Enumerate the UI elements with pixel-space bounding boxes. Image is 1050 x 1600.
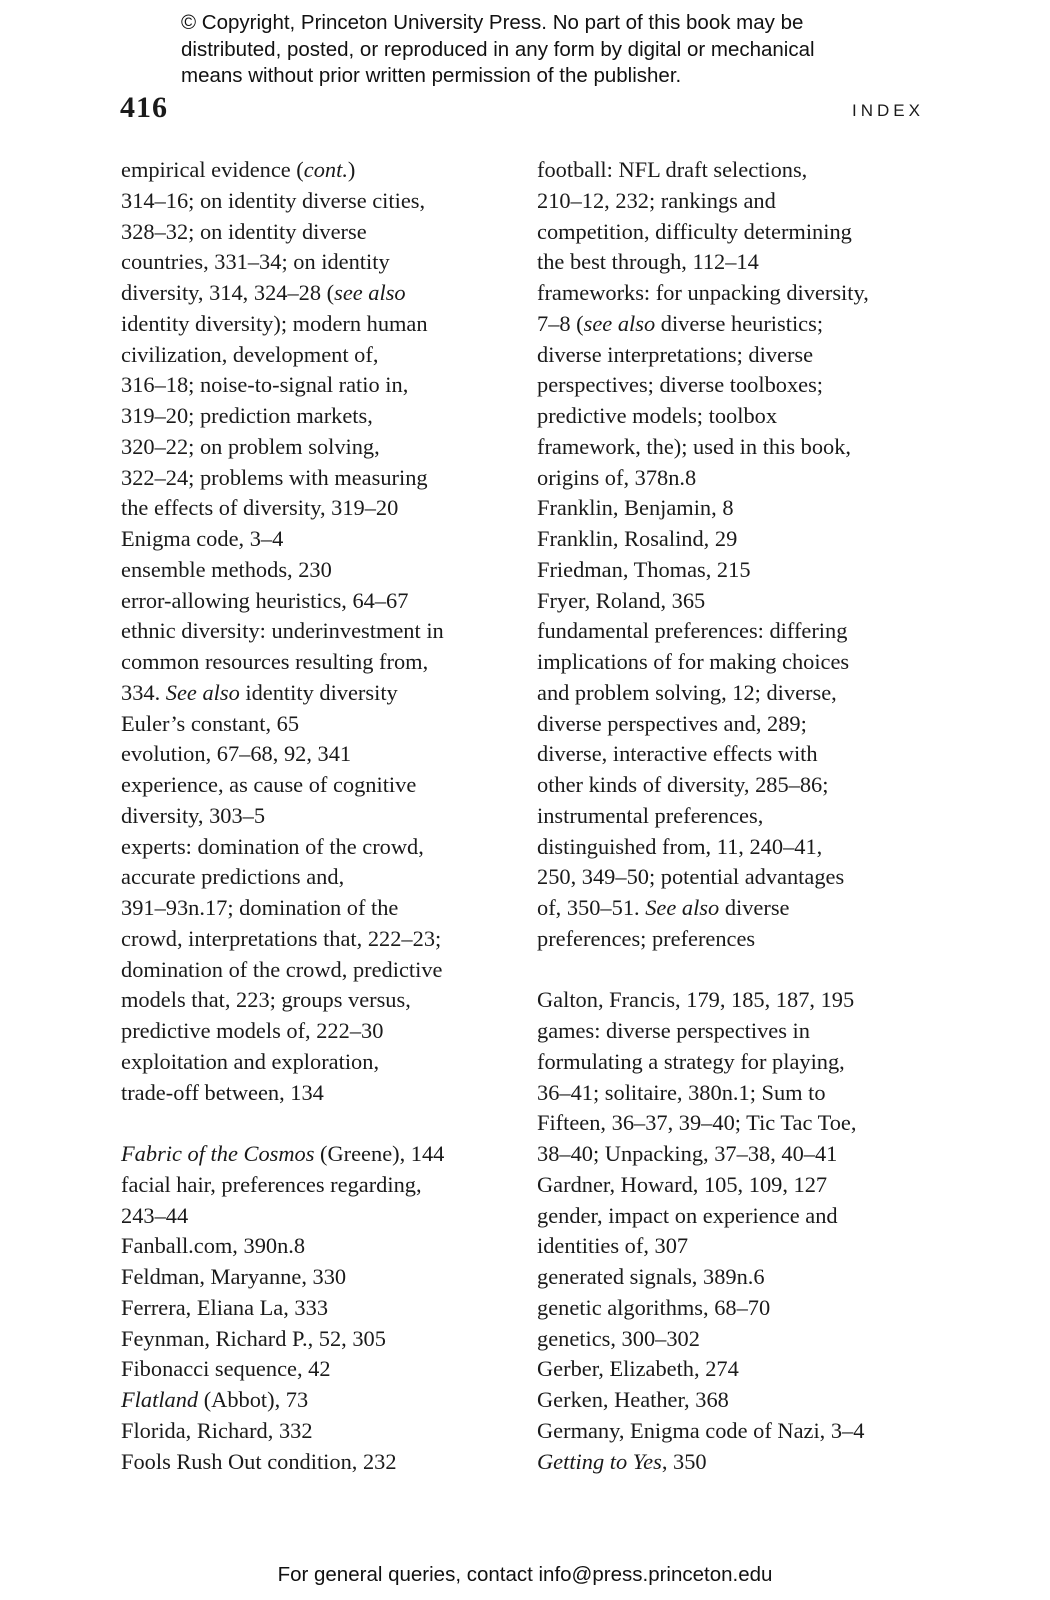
index-entry	[121, 155, 513, 524]
index-entry-line: instrumental preferences,	[537, 802, 764, 828]
index-entry-line: Feynman, Richard P., 52, 305	[121, 1325, 386, 1351]
index-right-column	[537, 155, 937, 1477]
index-entry-line: evolution, 67–68, 92, 341	[121, 741, 352, 767]
running-head: INDEX	[852, 101, 924, 120]
index-entry-line: 243–44	[121, 1202, 189, 1228]
index-entry	[537, 1447, 937, 1478]
index-entry	[121, 1293, 513, 1324]
index-entry-line: genetic algorithms, 68–70	[537, 1294, 771, 1320]
index-entry	[537, 586, 937, 617]
index-entry-line: Germany, Enigma code of Nazi, 3–4	[537, 1417, 865, 1443]
index-entry-line: common resources resulting from,	[121, 649, 429, 674]
index-entry	[537, 985, 937, 1016]
index-entry-line: diversity, 314, 324–28 (see also	[121, 280, 406, 305]
index-entry-line: civilization, development of,	[121, 341, 379, 367]
index-entry-line: trade-off between, 134	[121, 1079, 324, 1105]
index-entry	[121, 1047, 513, 1109]
index-entry	[537, 155, 937, 278]
index-entry-line: diverse perspectives and, 289;	[537, 710, 807, 736]
footer-contact: For general queries, contact info@press.princeton.edu	[277, 1563, 773, 1586]
index-entry-line: Feldman, Maryanne, 330	[121, 1264, 347, 1289]
index-entry-line: domination of the crowd, predictive	[121, 956, 443, 982]
index-entry	[121, 1385, 513, 1416]
index-entry	[537, 1262, 937, 1293]
index-entry-line: countries, 331–34; on identity	[121, 249, 390, 275]
index-entry	[537, 278, 937, 493]
index-entry-line: Galton, Francis, 179, 185, 187, 195	[537, 987, 855, 1013]
index-entry-line: 314–16; on identity diverse cities,	[121, 187, 426, 213]
index-entry-line: formulating a strategy for playing,	[537, 1048, 845, 1074]
index-entry-line: models that, 223; groups versus,	[121, 987, 411, 1013]
index-entry	[537, 1293, 937, 1324]
index-entry-line: 320–22; on problem solving,	[121, 433, 380, 459]
index-entry-line: diverse, interactive effects with	[537, 741, 818, 767]
index-entry	[121, 770, 513, 832]
index-entry-line: accurate predictions and,	[121, 864, 345, 890]
index-entry-line: 36–41; solitaire, 380n.1; Sum to	[537, 1079, 826, 1105]
index-entry-line: Euler’s constant, 65	[121, 710, 300, 736]
index-entry	[537, 1324, 937, 1355]
index-entry-line: implications of for making choices	[537, 649, 850, 674]
index-entry-line: exploitation and exploration,	[121, 1048, 380, 1074]
index-entry	[121, 1231, 513, 1262]
page-number: 416	[120, 91, 168, 124]
index-entry-line: Fibonacci sequence, 42	[121, 1356, 331, 1382]
index-entry-line: of, 350–51. See also diverse	[537, 895, 790, 920]
index-entry-line: perspectives; diverse toolboxes;	[537, 372, 824, 398]
index-entry-line: Fabric of the Cosmos (Greene), 144	[121, 1141, 445, 1166]
index-entry-line: predictive models of, 222–30	[121, 1018, 384, 1043]
index-entry	[121, 1324, 513, 1355]
index-entry	[121, 586, 513, 617]
index-entry-line: identities of, 307	[537, 1233, 689, 1259]
index-entry-line: gender, impact on experience and	[537, 1202, 838, 1228]
index-entry-line: ethnic diversity: underinvestment in	[121, 618, 444, 644]
index-entry-line: 328–32; on identity diverse	[121, 218, 367, 244]
index-entry-line: the best through, 112–14	[537, 249, 759, 275]
index-entry-line: framework, the); used in this book,	[537, 433, 852, 459]
index-entry-line: empirical evidence (cont.)	[121, 157, 356, 182]
index-entry	[121, 1354, 513, 1385]
copyright-line: means without prior written permission of the publisher.	[181, 64, 682, 87]
copyright-line: © Copyright, Princeton University Press. No part of this book may be	[181, 11, 804, 34]
index-entry-line: 391–93n.17; domination of the	[121, 895, 399, 920]
index-entry-line: Friedman, Thomas, 215	[537, 556, 751, 582]
index-entry-line: error-allowing heuristics, 64–67	[121, 587, 409, 613]
index-entry-line: Fanball.com, 390n.8	[121, 1233, 306, 1259]
index-entry	[537, 1170, 937, 1201]
index-entry-line: crowd, interpretations that, 222–23;	[121, 925, 442, 951]
index-entry	[121, 524, 513, 555]
index-entry-line: 38–40; Unpacking, 37–38, 40–41	[537, 1141, 838, 1166]
index-entry-line: the effects of diversity, 319–20	[121, 495, 399, 521]
index-entry-line: Franklin, Benjamin, 8	[537, 495, 734, 521]
index-entry	[537, 1354, 937, 1385]
index-entry-line: diversity, 303–5	[121, 802, 266, 828]
index-entry-line: predictive models; toolbox	[537, 403, 778, 428]
index-entry	[537, 616, 937, 954]
index-entry-line: diverse interpretations; diverse	[537, 341, 814, 367]
index-entry-line: 210–12, 232; rankings and	[537, 187, 776, 213]
index-entry-line: identity diversity); modern human	[121, 310, 428, 336]
copyright-notice	[181, 10, 941, 90]
index-entry-line: games: diverse perspectives in	[537, 1018, 810, 1043]
index-entry	[121, 1447, 513, 1478]
index-entry-line: origins of, 378n.8	[537, 464, 697, 490]
index-entry-line: Gerber, Elizabeth, 274	[537, 1356, 739, 1382]
index-entry-line: experience, as cause of cognitive	[121, 772, 417, 797]
index-entry	[121, 832, 513, 1047]
index-entry-line: 250, 349–50; potential advantages	[537, 864, 845, 890]
index-entry-line: 334. See also identity diversity	[121, 679, 398, 705]
index-entry	[121, 1262, 513, 1293]
index-entry	[537, 1016, 937, 1170]
index-entry-line: generated signals, 389n.6	[537, 1264, 765, 1289]
copyright-line: distributed, posted, or reproduced in any form by digital or mechanical	[181, 37, 815, 61]
index-entry-line: facial hair, preferences regarding,	[121, 1171, 422, 1197]
index-entry	[537, 524, 937, 555]
index-entry-line: Getting to Yes, 350	[537, 1448, 707, 1474]
index-entry-line: ensemble methods, 230	[121, 556, 332, 582]
index-entry-line: Flatland (Abbot), 73	[121, 1387, 309, 1412]
index-entry-line: Fifteen, 36–37, 39–40; Tic Tac Toe,	[537, 1110, 857, 1136]
index-entry	[121, 1170, 513, 1232]
index-entry-line: 316–18; noise-to-signal ratio in,	[121, 372, 409, 398]
index-entry-line: other kinds of diversity, 285–86;	[537, 772, 829, 797]
index-entry	[537, 1201, 937, 1263]
index-entry	[121, 709, 513, 740]
index-entry-line: and problem solving, 12; diverse,	[537, 679, 837, 705]
index-entry-line: competition, difficulty determining	[537, 218, 852, 244]
index-left-column	[121, 155, 513, 1477]
index-entry-line: genetics, 300–302	[537, 1325, 700, 1351]
index-entry	[121, 555, 513, 586]
index-entry-line: football: NFL draft selections,	[537, 157, 808, 182]
index-entry-line: 319–20; prediction markets,	[121, 403, 373, 428]
index-entry-line: fundamental preferences: differing	[537, 618, 848, 644]
index-entry-line: 7–8 (see also diverse heuristics;	[537, 310, 824, 336]
index-entry-line: Florida, Richard, 332	[121, 1417, 313, 1443]
index-entry	[537, 1416, 937, 1447]
index-entry-line: Ferrera, Eliana La, 333	[121, 1294, 329, 1320]
index-entry-line: Franklin, Rosalind, 29	[537, 526, 738, 551]
index-entry-line: Gardner, Howard, 105, 109, 127	[537, 1171, 828, 1197]
index-entry	[537, 493, 937, 524]
index-entry	[121, 739, 513, 770]
index-entry	[121, 1416, 513, 1447]
index-entry-line: experts: domination of the crowd,	[121, 833, 424, 859]
index-entry-line: distinguished from, 11, 240–41,	[537, 833, 823, 859]
index-entry-line: frameworks: for unpacking diversity,	[537, 280, 869, 305]
index-entry	[537, 555, 937, 586]
index-entry-line: Enigma code, 3–4	[121, 526, 284, 551]
index-entry-line: 322–24; problems with measuring	[121, 464, 428, 490]
index-entry-line: preferences; preferences	[537, 925, 756, 951]
index-entry-line: Fools Rush Out condition, 232	[121, 1448, 397, 1474]
index-entry-line: Fryer, Roland, 365	[537, 587, 706, 613]
index-entry-line: Gerken, Heather, 368	[537, 1387, 729, 1412]
index-entry	[537, 1385, 937, 1416]
index-entry	[121, 616, 513, 708]
index-entry	[121, 1139, 513, 1170]
